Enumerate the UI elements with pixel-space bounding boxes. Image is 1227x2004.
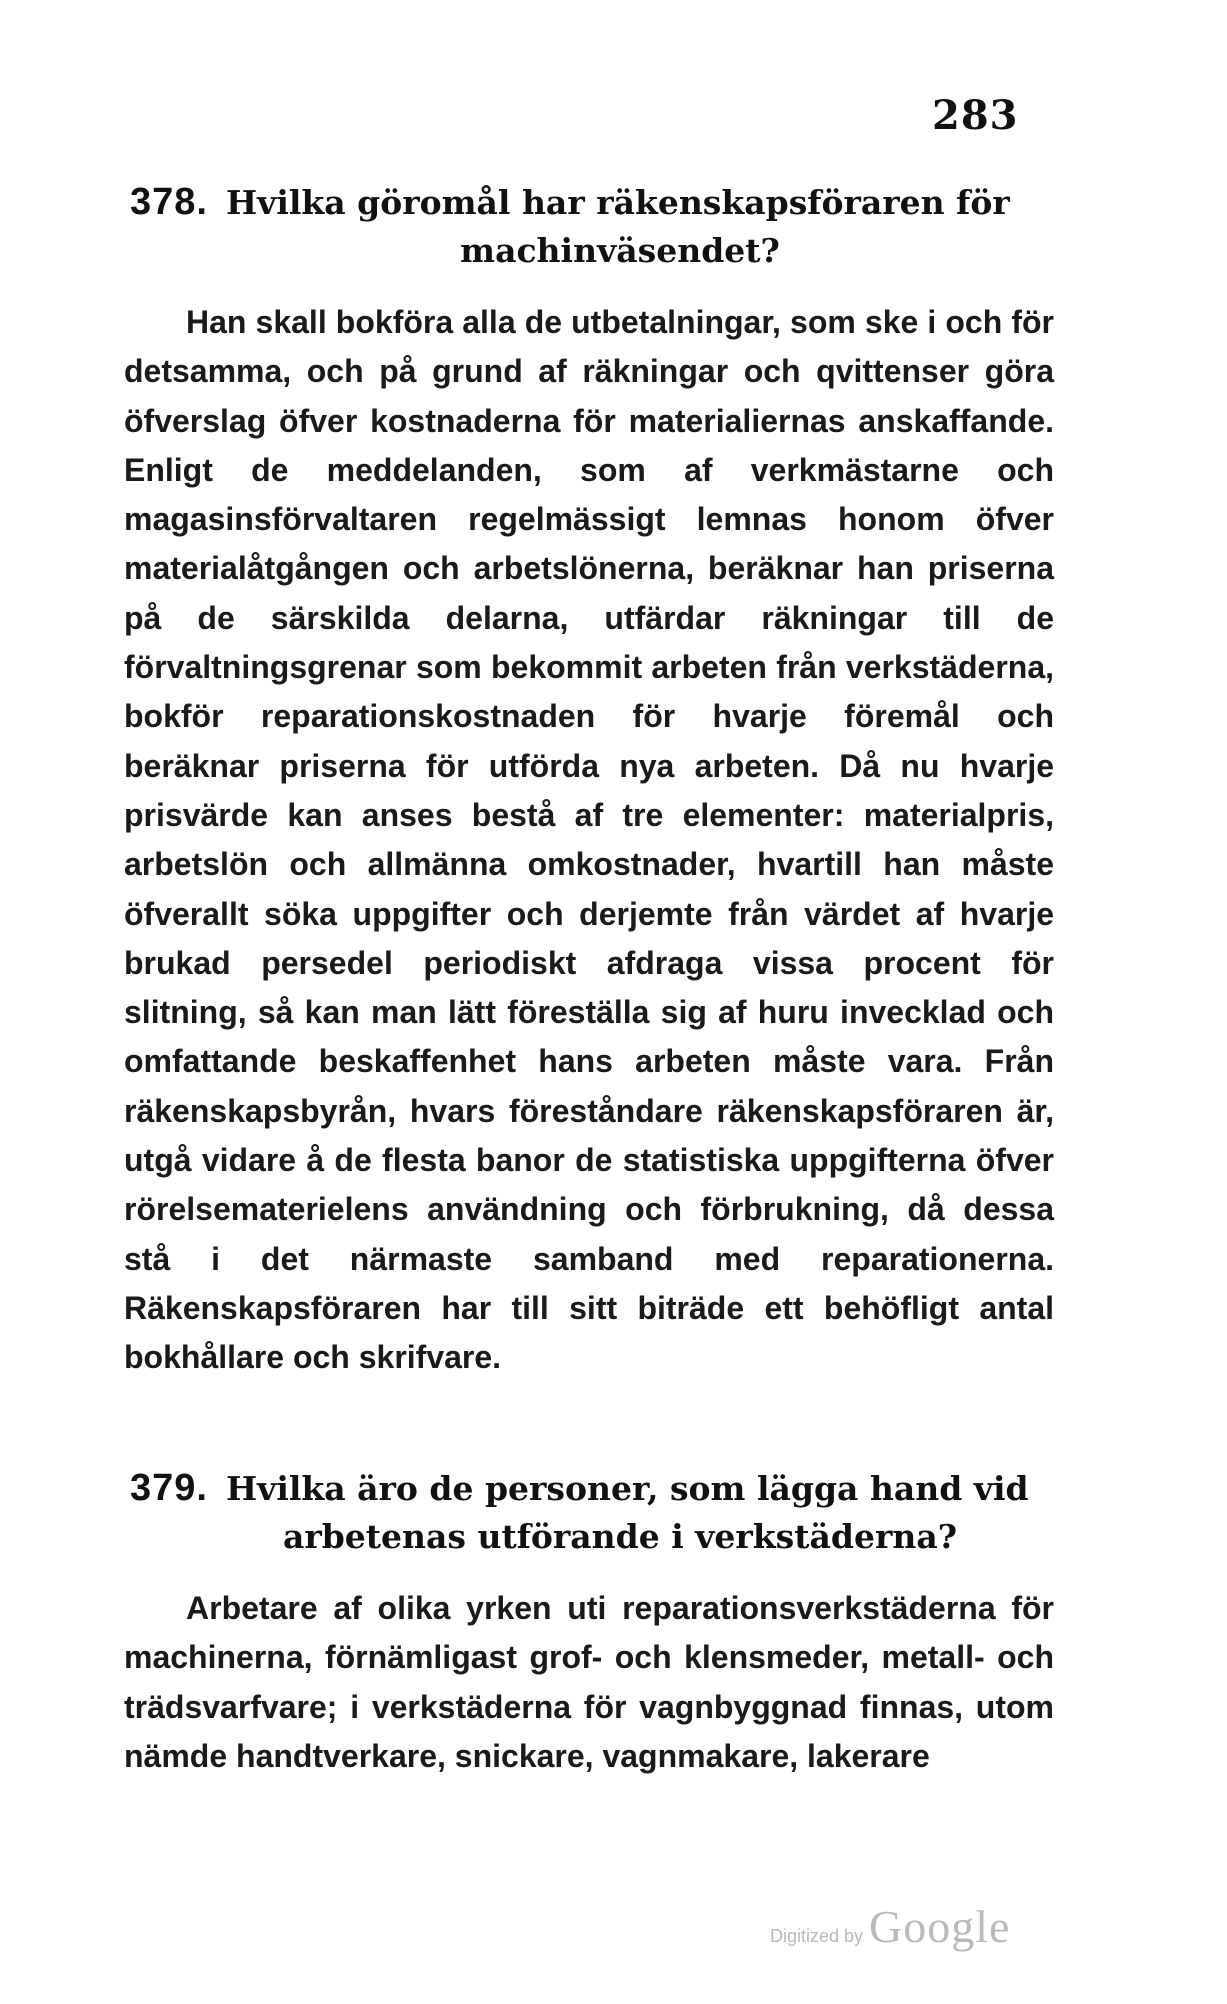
- answer-paragraph-378: Han skall bokföra alla de utbetalningar, som ske i och för detsamma, och på grund af räkningar och qvittenser göra öfverslag öfver kostnaderna för materialiernas anskaffande. Enligt de meddelanden, som af verkmästarne och magasinsförvaltaren regelmässigt lemnas honom öfver materialåtgången och arbetslönerna, beräknar han priserna på de särskilda delarna, utfärdar räkningar till de förvaltningsgrenar som bekommit arbeten från verkstäderna, bokför reparationskostnaden för hvarje föremål och beräknar priserna för utförda nya arbeten. Då nu hvarje prisvärde kan anses bestå af tre elementer: materialpris, arbetslön och allmänna omkostnader, hvartill han måste öfverallt söka uppgifter och derjemte från värdet af hvarje brukad persedel periodiskt afdraga vissa procent för slitning, så kan man lätt föreställa sig af huru invecklad och omfattande beskaffenhet hans arbeten måste vara. Från räkenskapsbyrån, hvars föreståndare räkenskapsföraren är, utgå vidare å de flesta banor de statistiska uppgifterna öfver rörelsematerielens användning och förbrukning, då dessa stå i det närmaste samband med reparationerna. Räkenskapsföraren har till sitt biträde ett behöfligt antal bokhållare och skrifvare.: [124, 304, 1054, 1376]
- question-number: 378.: [130, 181, 208, 223]
- question-text: Hvilka göromål har räkenskapsföraren för: [225, 183, 1010, 222]
- page-number: 283: [932, 92, 1019, 139]
- watermark-small-text: Digitized by: [770, 1926, 864, 1946]
- watermark-logo-text: Google: [869, 1901, 1011, 1952]
- question-text: Hvilka äro de personer, som lägga hand vid: [225, 1469, 1029, 1508]
- digitized-by-google-watermark: [770, 1900, 1010, 1953]
- question-text-continued: arbetenas utförande i verkstäderna?: [282, 1517, 958, 1556]
- question-378: [130, 178, 1050, 275]
- answer-paragraph-379: Arbetare af olika yrken uti reparationsverkstäderna för machinerna, förnämligast grof- och klensmeder, metall- och trädsvarfvare; i verkstäderna för vagnbyggnad finnas, utom nämde handtverkare, snickare, vagnmakare, lakerare: [124, 1590, 1054, 1774]
- question-text-continued: machinväsendet?: [460, 231, 780, 270]
- question-number: 379.: [130, 1467, 208, 1509]
- question-379: [130, 1464, 1050, 1561]
